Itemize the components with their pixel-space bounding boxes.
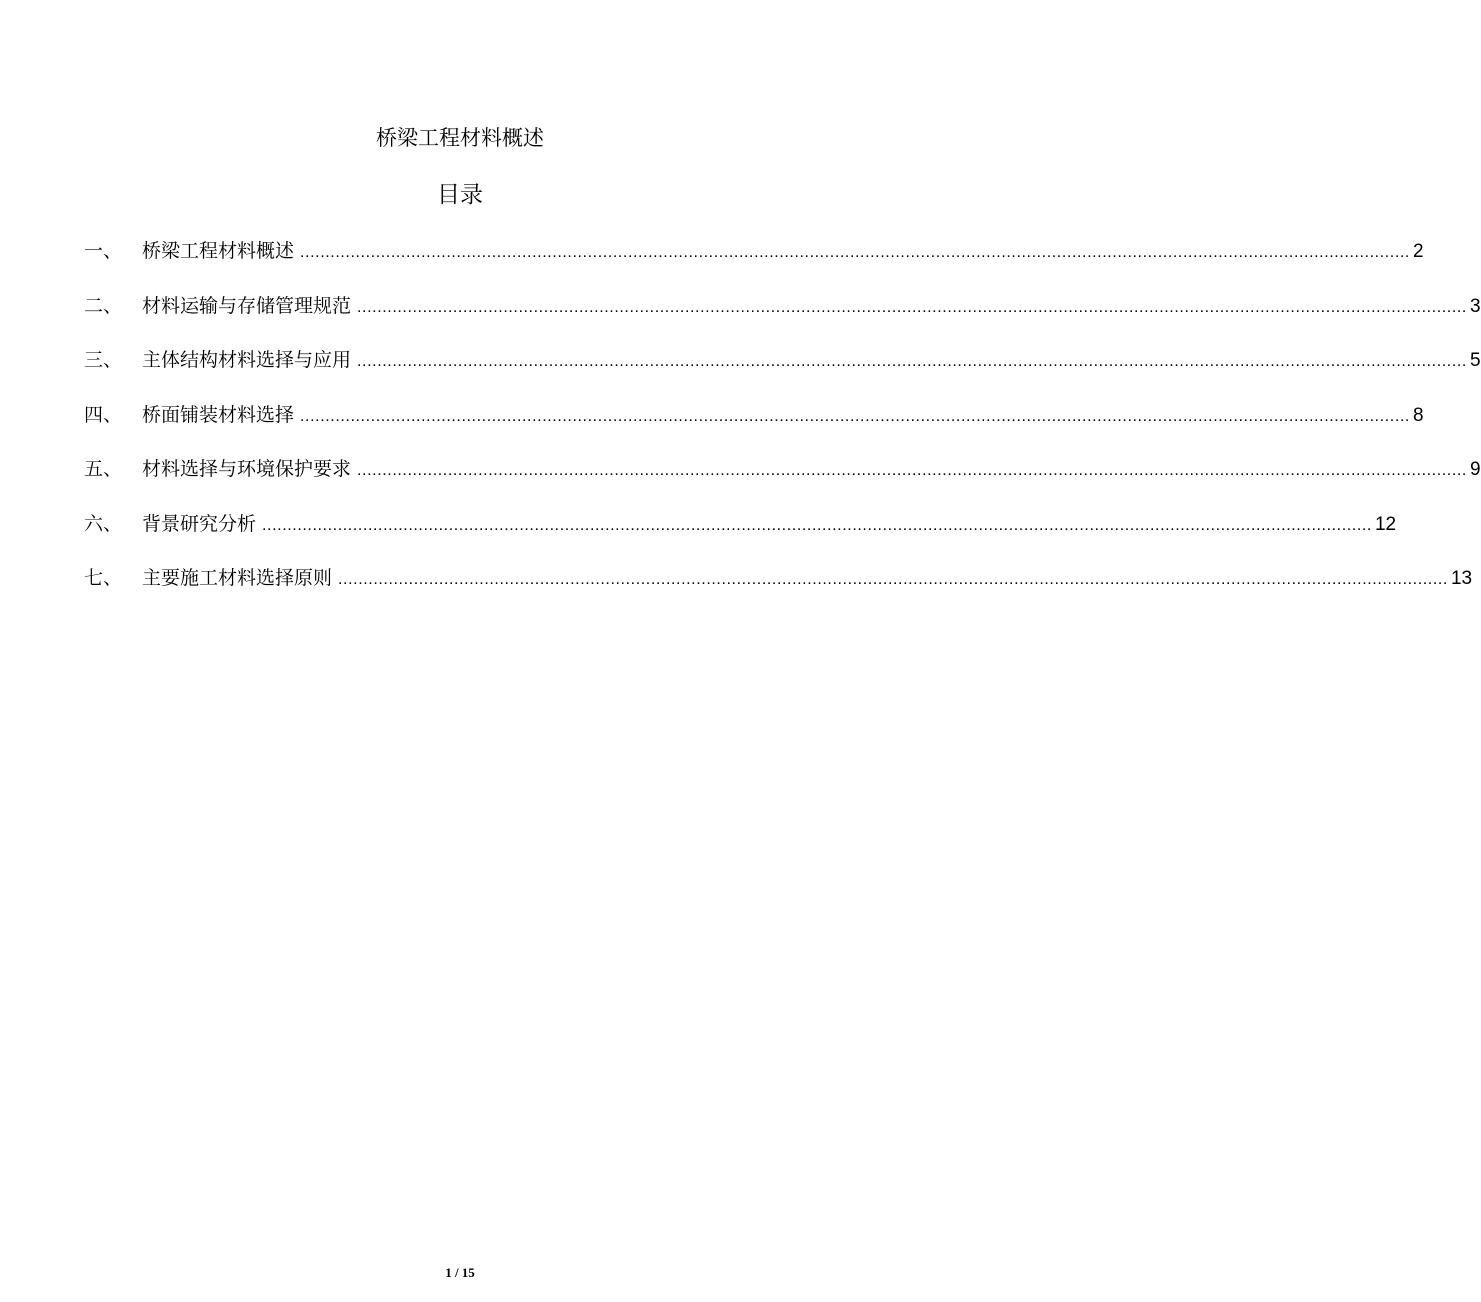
toc-entry-title: 主体结构材料选择与应用 xyxy=(142,349,352,371)
toc-entry-number: 三、 xyxy=(84,349,123,371)
table-of-contents xyxy=(84,234,1481,616)
toc-entry-title: 材料运输与存储管理规范 xyxy=(142,294,352,317)
toc-entry-title: 桥面铺装材料选择 xyxy=(142,403,295,426)
toc-entry-title: 主要施工材料选择原则 xyxy=(142,567,333,589)
toc-entry-page: 9 xyxy=(1469,459,1481,480)
toc-entry-page: 3 xyxy=(1469,295,1481,317)
toc-entry-number: 四、 xyxy=(84,403,123,426)
toc-entry[interactable] xyxy=(84,398,1424,453)
toc-entry-title: 材料选择与环境保护要求 xyxy=(142,458,352,480)
toc-entry-number: 五、 xyxy=(84,458,123,480)
toc-entry[interactable] xyxy=(84,343,1481,398)
toc-heading: 目录 xyxy=(437,182,483,208)
toc-entry-page: 13 xyxy=(1450,568,1473,589)
toc-entry-page: 8 xyxy=(1412,404,1424,426)
toc-entry[interactable] xyxy=(84,507,1397,562)
toc-entry[interactable] xyxy=(84,452,1481,507)
toc-entry-page: 2 xyxy=(1412,241,1424,262)
page-number-footer: 1 / 15 xyxy=(445,1265,475,1280)
toc-dot-leader: ............................................................................................................................................................................................................................ xyxy=(338,571,1448,588)
toc-dot-leader: ............................................................................................................................................................................................................................ xyxy=(357,298,1467,316)
toc-dot-leader: ............................................................................................................................................................................................................................ xyxy=(300,244,1410,261)
toc-entry-number: 七、 xyxy=(84,567,123,589)
toc-dot-leader: ............................................................................................................................................................................................................................ xyxy=(357,462,1467,479)
toc-entry[interactable] xyxy=(84,561,1473,616)
toc-entry-number: 二、 xyxy=(84,294,123,317)
toc-dot-leader: ............................................................................................................................................................................................................................ xyxy=(357,353,1467,370)
toc-entry-number: 六、 xyxy=(84,512,123,535)
toc-entry-number: 一、 xyxy=(84,240,123,262)
toc-entry-page: 5 xyxy=(1469,350,1481,371)
toc-dot-leader: ............................................................................................................................................................................................................................ xyxy=(300,407,1410,425)
toc-entry-title: 背景研究分析 xyxy=(142,512,257,535)
toc-entry-page: 12 xyxy=(1374,513,1397,535)
toc-dot-leader: ............................................................................................................................................................................................................................ xyxy=(262,516,1372,534)
document-title: 桥梁工程材料概述 xyxy=(376,126,544,150)
toc-entry-title: 桥梁工程材料概述 xyxy=(142,240,295,262)
toc-entry[interactable] xyxy=(84,234,1424,289)
toc-entry[interactable] xyxy=(84,289,1481,344)
